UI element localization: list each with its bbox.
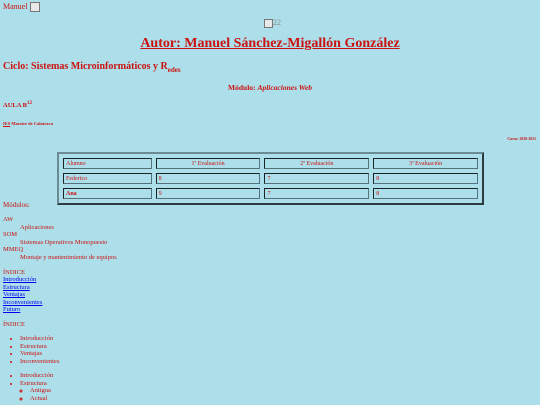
modulos-list — [3, 216, 117, 261]
curso-label: Curso: 2020-2021 — [507, 137, 536, 141]
list-item: • Inconvenientes — [20, 358, 59, 366]
table-cell: 8 — [373, 188, 478, 199]
aula-text: AULA B — [3, 102, 28, 110]
sub-list-item: ◦ Actual — [30, 395, 53, 403]
top-line — [3, 2, 40, 12]
bullet-list-1 — [12, 335, 59, 365]
broken-image-icon — [264, 19, 273, 28]
modulo-abbr: SOM — [3, 231, 18, 238]
list-item: • Introducción — [20, 335, 59, 343]
sub-list — [20, 387, 53, 402]
link-introduccion[interactable]: Introducción — [3, 276, 37, 283]
ciclo-heading — [3, 61, 181, 74]
aula-sup: 12 — [27, 101, 33, 106]
modulo-abbr: MMEQ — [3, 246, 24, 253]
bullet-list-2 — [12, 372, 53, 402]
header-cell-eval1: 1ª Evaluación — [156, 158, 261, 169]
ciclo-main: Ciclo: Sistemas Microinformáticos y R — [3, 61, 168, 72]
table-row — [63, 188, 478, 199]
modulo-abbr: AW — [3, 216, 14, 223]
link-estructura[interactable]: Estructura — [3, 283, 30, 291]
list-item: • Introducción — [20, 372, 53, 380]
modulos-label: Módulos: — [3, 201, 30, 209]
table-cell: Federico — [63, 173, 152, 184]
indice-title-2: ÍNDICE — [3, 321, 26, 328]
table-header-row — [63, 158, 478, 169]
broken-image-icon — [30, 2, 40, 12]
table-cell: 9 — [156, 188, 261, 199]
link-ventajas[interactable]: Ventajas — [3, 291, 26, 299]
modulo-label: Módulo: — [228, 83, 256, 92]
modulo-heading — [0, 83, 540, 92]
table-cell: 7 — [264, 173, 369, 184]
modulo-value: Aplicaciones Web — [257, 83, 312, 92]
table-cell: 8 — [373, 173, 478, 184]
aula-heading — [3, 101, 32, 109]
indice-title: ÍNDICE — [3, 269, 26, 276]
header-image — [263, 18, 281, 28]
modulo-name: Aplicaciones — [20, 223, 54, 231]
table-cell: 8 — [156, 173, 261, 184]
list-item-with-sublist — [20, 380, 53, 403]
table-cell: 7 — [264, 188, 369, 199]
author-text: Autor: Manuel Sánchez-Migallón González — [140, 36, 400, 51]
header-image-alt: 22 — [273, 18, 281, 27]
ies-abbr: IES — [3, 121, 11, 126]
list-item-label: Estructura — [20, 379, 47, 387]
ies-heading — [3, 121, 53, 126]
link-inconvenientes[interactable]: Inconvenientes — [3, 298, 43, 306]
top-line-text: Manuel — [3, 2, 28, 11]
sub-list-item: ◦ Antigua — [30, 387, 53, 395]
grades-table — [57, 152, 484, 205]
author-heading — [0, 36, 540, 52]
modulo-name: Sistemas Operativos Monopuesto — [20, 238, 108, 246]
header-cell-alumno: Alumno — [63, 158, 152, 169]
list-item: • Ventajas — [20, 350, 59, 358]
header-cell-eval3: 3ª Evaluación — [373, 158, 478, 169]
link-futuro[interactable]: Futuro — [3, 306, 21, 314]
list-item: • Estructura — [20, 343, 59, 351]
ciclo-sub: edes — [167, 66, 181, 74]
ies-name: Maestre de Calatrava — [11, 121, 54, 126]
table-cell: Ana — [63, 188, 152, 199]
table-row — [63, 173, 478, 184]
header-cell-eval2: 2ª Evaluación — [264, 158, 369, 169]
indice-links — [3, 276, 42, 314]
modulo-name: Montaje y mantenimiento de equipos — [20, 253, 117, 261]
